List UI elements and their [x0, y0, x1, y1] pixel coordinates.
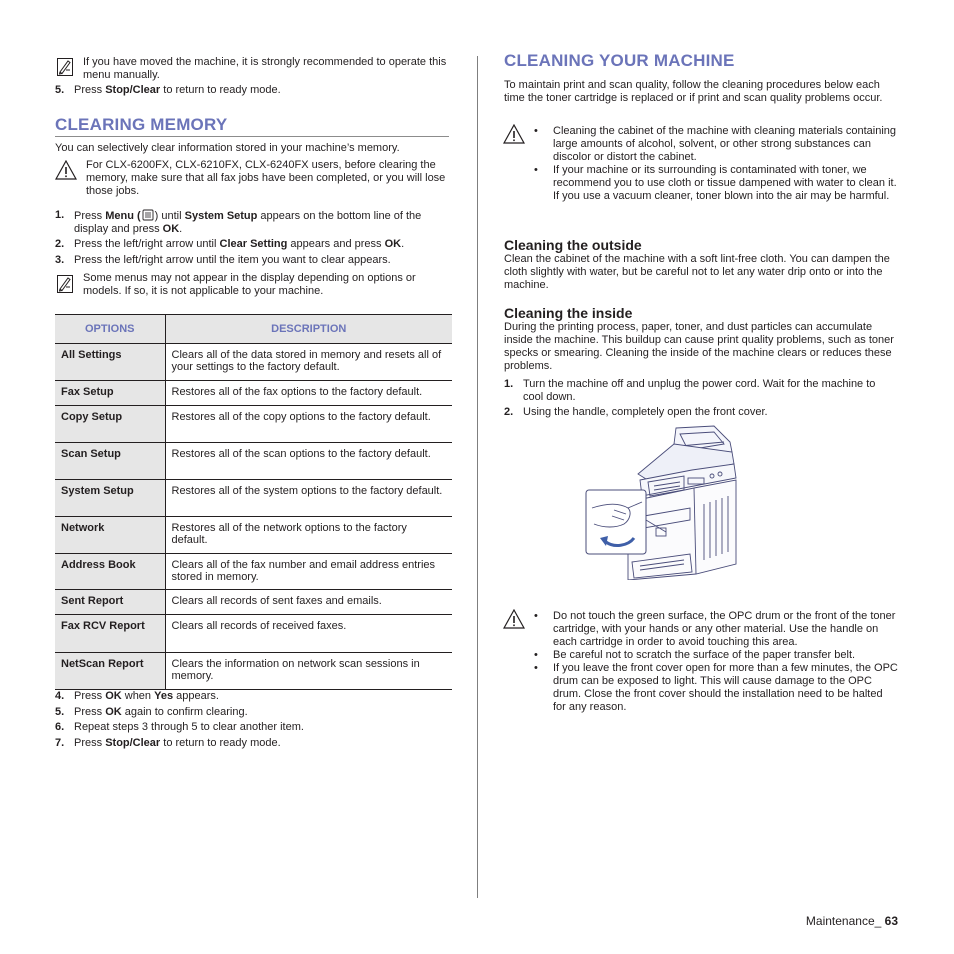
list-item: • If you leave the front cover open for more than a few minutes, the OPC drum can be exposed to light. This will cause damage to the OPC drum. Close the front cover should the installation need to be halted for any reason. — [534, 662, 898, 713]
option-name: Copy Setup — [55, 406, 165, 443]
table-row — [55, 381, 452, 406]
warning-icon — [503, 609, 525, 629]
cleaning-intro: To maintain print and scan quality, follow the cleaning procedures below each time the toner cartridge is replaced or if print and scan quality problems occur. — [504, 79, 883, 104]
option-description: Clears all of the data stored in memory and resets all of your settings to the factory default. — [165, 344, 452, 381]
table-row — [55, 480, 452, 517]
option-name: System Setup — [55, 480, 165, 517]
table-row — [55, 615, 452, 653]
option-name: Scan Setup — [55, 443, 165, 480]
menus-note: Some menus may not appear in the display depending on options or models. If so, it is not applicable to your machine. — [83, 272, 416, 297]
option-description: Restores all of the copy options to the factory default. — [165, 406, 452, 443]
cleaning-outside-heading: Cleaning the outside — [504, 237, 642, 253]
list-item: • If your machine or its surrounding is contaminated with toner, we recommend you to use cloth or tissue dampened with water to clean it. If you use a vacuum cleaner, toner blown into the air may be harmful. — [534, 164, 897, 202]
option-name: Network — [55, 517, 165, 554]
options-column-header: OPTIONS — [55, 315, 165, 344]
table-row — [55, 517, 452, 554]
option-name: Address Book — [55, 554, 165, 590]
move-machine-note: If you have moved the machine, it is strongly recommended to operate this menu manually. — [83, 56, 447, 81]
option-name: Fax Setup — [55, 381, 165, 406]
page-number: 63 — [884, 914, 898, 928]
note-icon — [57, 275, 73, 293]
footer-section: Maintenance_ — [805, 914, 885, 928]
list-item: • Cleaning the cabinet of the machine with cleaning materials containing large amounts of alcohol, solvent, or other strong substances can discolor or distort the cabinet. — [534, 125, 897, 163]
option-description: Clears all records of sent faxes and emails. — [165, 590, 452, 615]
cleaning-step-1: 1. Turn the machine off and unplug the power cord. Wait for the machine to cool down. — [504, 378, 876, 403]
option-description: Clears the information on network scan sessions in memory. — [165, 653, 452, 690]
heading-rule — [55, 136, 449, 137]
warning-icon — [55, 160, 77, 180]
option-description: Clears all records of received faxes. — [165, 615, 452, 653]
option-name: Fax RCV Report — [55, 615, 165, 653]
step-1: 1. Press Menu ( ) until System Setup appears on the bottom line of the display and press OK. — [55, 209, 422, 235]
column-divider — [477, 56, 478, 898]
note-icon — [57, 58, 73, 76]
cleaning-machine-heading: CLEANING YOUR MACHINE — [504, 51, 735, 70]
page-footer — [806, 915, 898, 928]
option-description: Clears all of the fax number and email address entries stored in memory. — [165, 554, 452, 590]
table-header-row — [55, 315, 452, 344]
cleaning-outside-text: Clean the cabinet of the machine with a soft lint-free cloth. You can dampen the cloth slightly with water, but be careful not to let any water drip onto or into the machine. — [504, 253, 890, 291]
cleaning-inside-heading: Cleaning the inside — [504, 305, 633, 321]
fax-warning: For CLX-6200FX, CLX-6210FX, CLX-6240FX users, before clearing the memory, make sure that all fax jobs have been completed, or you will lose those jobs. — [86, 159, 446, 197]
printer-front-cover-illustration — [584, 424, 744, 580]
cleaning-inside-text: During the printing process, paper, toner, and dust particles can accumulate inside the machine. This buildup can cause print quality problems, such as toner specks or smearing. Cleaning the inside of the machine clears or reduces these problems. — [504, 321, 894, 372]
table-row — [55, 653, 452, 690]
option-name: NetScan Report — [55, 653, 165, 690]
warning-icon — [503, 124, 525, 144]
clearing-memory-heading: CLEARING MEMORY — [55, 115, 228, 134]
menu-icon — [142, 209, 154, 221]
list-item: • Do not touch the green surface, the OPC drum or the front of the toner cartridge, with your hands or any other material. Use the handle on each cartridge in order to avoid touching this area. — [534, 610, 896, 648]
description-column-header: DESCRIPTION — [165, 315, 452, 344]
option-description: Restores all of the fax options to the factory default. — [165, 381, 452, 406]
option-description: Restores all of the scan options to the factory default. — [165, 443, 452, 480]
table-row — [55, 344, 452, 381]
option-description: Restores all of the system options to the factory default. — [165, 480, 452, 517]
option-description: Restores all of the network options to the factory default. — [165, 517, 452, 554]
option-name: All Settings — [55, 344, 165, 381]
table-row — [55, 406, 452, 443]
table-row — [55, 554, 452, 590]
table-row — [55, 443, 452, 480]
options-table — [55, 314, 452, 690]
clearing-intro: You can selectively clear information stored in your machine’s memory. — [55, 142, 400, 154]
table-row — [55, 590, 452, 615]
option-name: Sent Report — [55, 590, 165, 615]
